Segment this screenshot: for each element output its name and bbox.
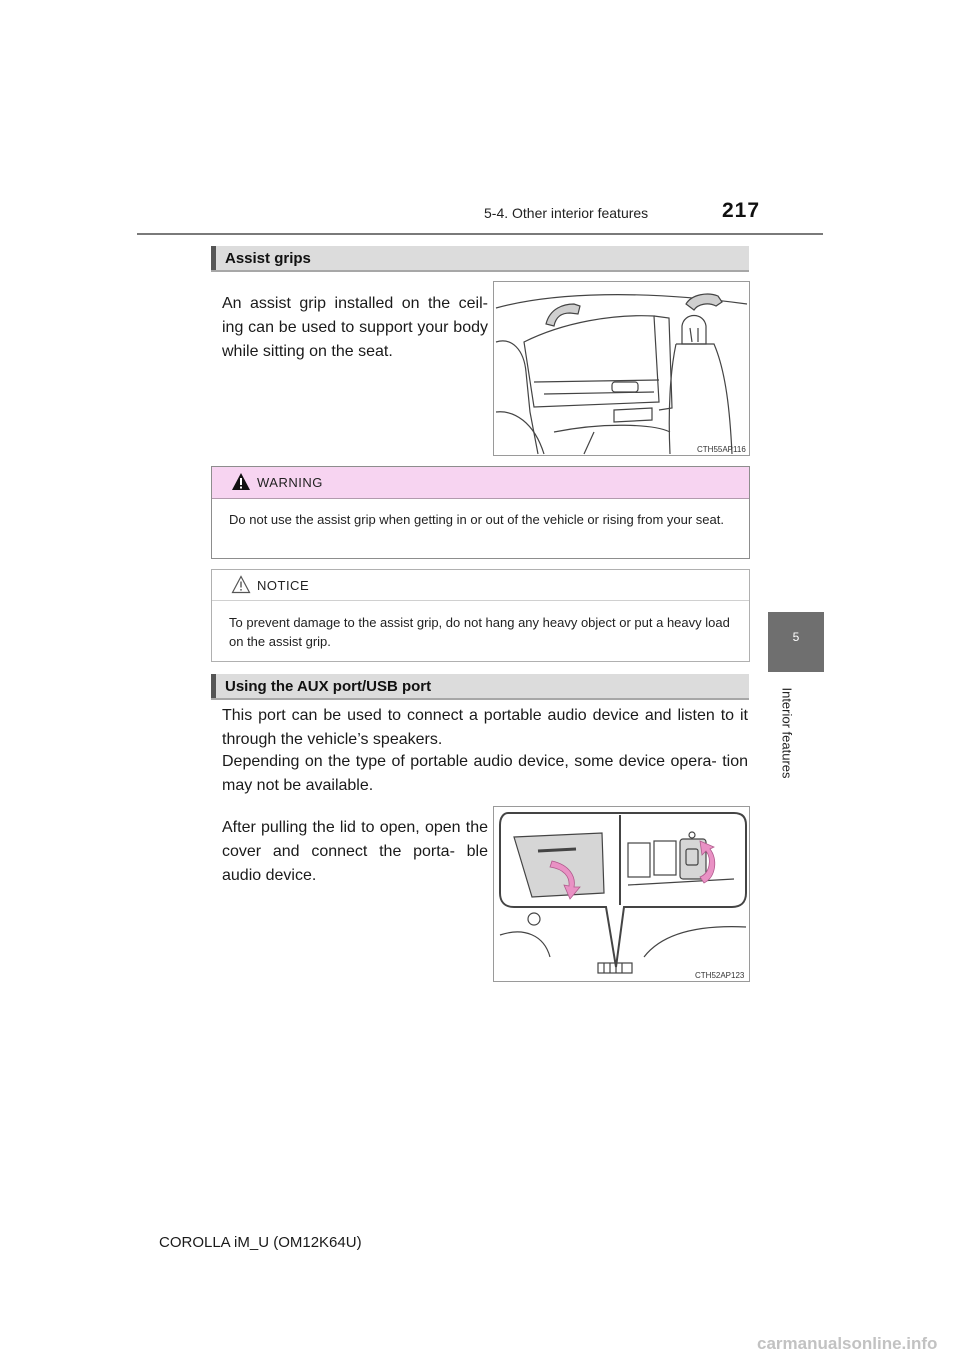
chapter-tab-label bbox=[775, 680, 799, 785]
caution-icon bbox=[231, 575, 251, 594]
section-heading-text: Assist grips bbox=[225, 250, 311, 267]
figure-code: CTH52AP123 bbox=[695, 971, 745, 980]
aux-usb-drawing bbox=[494, 807, 749, 981]
notice-box bbox=[211, 569, 750, 662]
watermark: carmanualsonline.info bbox=[757, 1334, 938, 1353]
section-heading-assist-grips bbox=[211, 246, 749, 272]
warning-header bbox=[212, 467, 749, 499]
assist-grips-description: An assist grip installed on the ceil- ing can be used to support your body while sitting on the seat. bbox=[222, 295, 488, 360]
assist-grip-drawing bbox=[494, 282, 749, 455]
figure-code: CTH55AP116 bbox=[697, 445, 746, 454]
notice-title: NOTICE bbox=[257, 578, 310, 593]
warning-icon bbox=[231, 472, 251, 491]
warning-title: WARNING bbox=[257, 475, 323, 490]
chapter-tab-label-text: Interior features bbox=[779, 686, 795, 779]
aux-usb-paragraph-2: Depending on the type of portable audio device, some device opera- tion may not be available. bbox=[222, 753, 748, 794]
aux-usb-port-illustration bbox=[493, 806, 750, 982]
section-heading-text: Using the AUX port/USB port bbox=[225, 678, 432, 695]
warning-text: Do not use the assist grip when getting in or out of the vehicle or rising from your seat. bbox=[229, 512, 724, 527]
assist-grip-illustration bbox=[493, 281, 750, 456]
section-heading-aux-usb bbox=[211, 674, 749, 700]
header-rule bbox=[137, 233, 823, 235]
page-number: 217 bbox=[722, 199, 761, 222]
footer-model: COROLLA iM_U (OM12K64U) bbox=[159, 1234, 362, 1251]
aux-usb-paragraph-3: After pulling the lid to open, open the cover and connect the porta- ble audio device. bbox=[222, 819, 488, 884]
notice-header bbox=[212, 570, 749, 601]
warning-box bbox=[211, 466, 750, 559]
aux-usb-paragraph-1: This port can be used to connect a portable audio device and listen to it through the vehicle’s speakers. bbox=[222, 707, 748, 748]
chapter-tab-number: 5 bbox=[792, 630, 800, 644]
header-section-title: 5-4. Other interior features bbox=[484, 205, 649, 221]
notice-text: To prevent damage to the assist grip, do not hang any heavy object or put a heavy load on the assist grip. bbox=[229, 615, 730, 649]
